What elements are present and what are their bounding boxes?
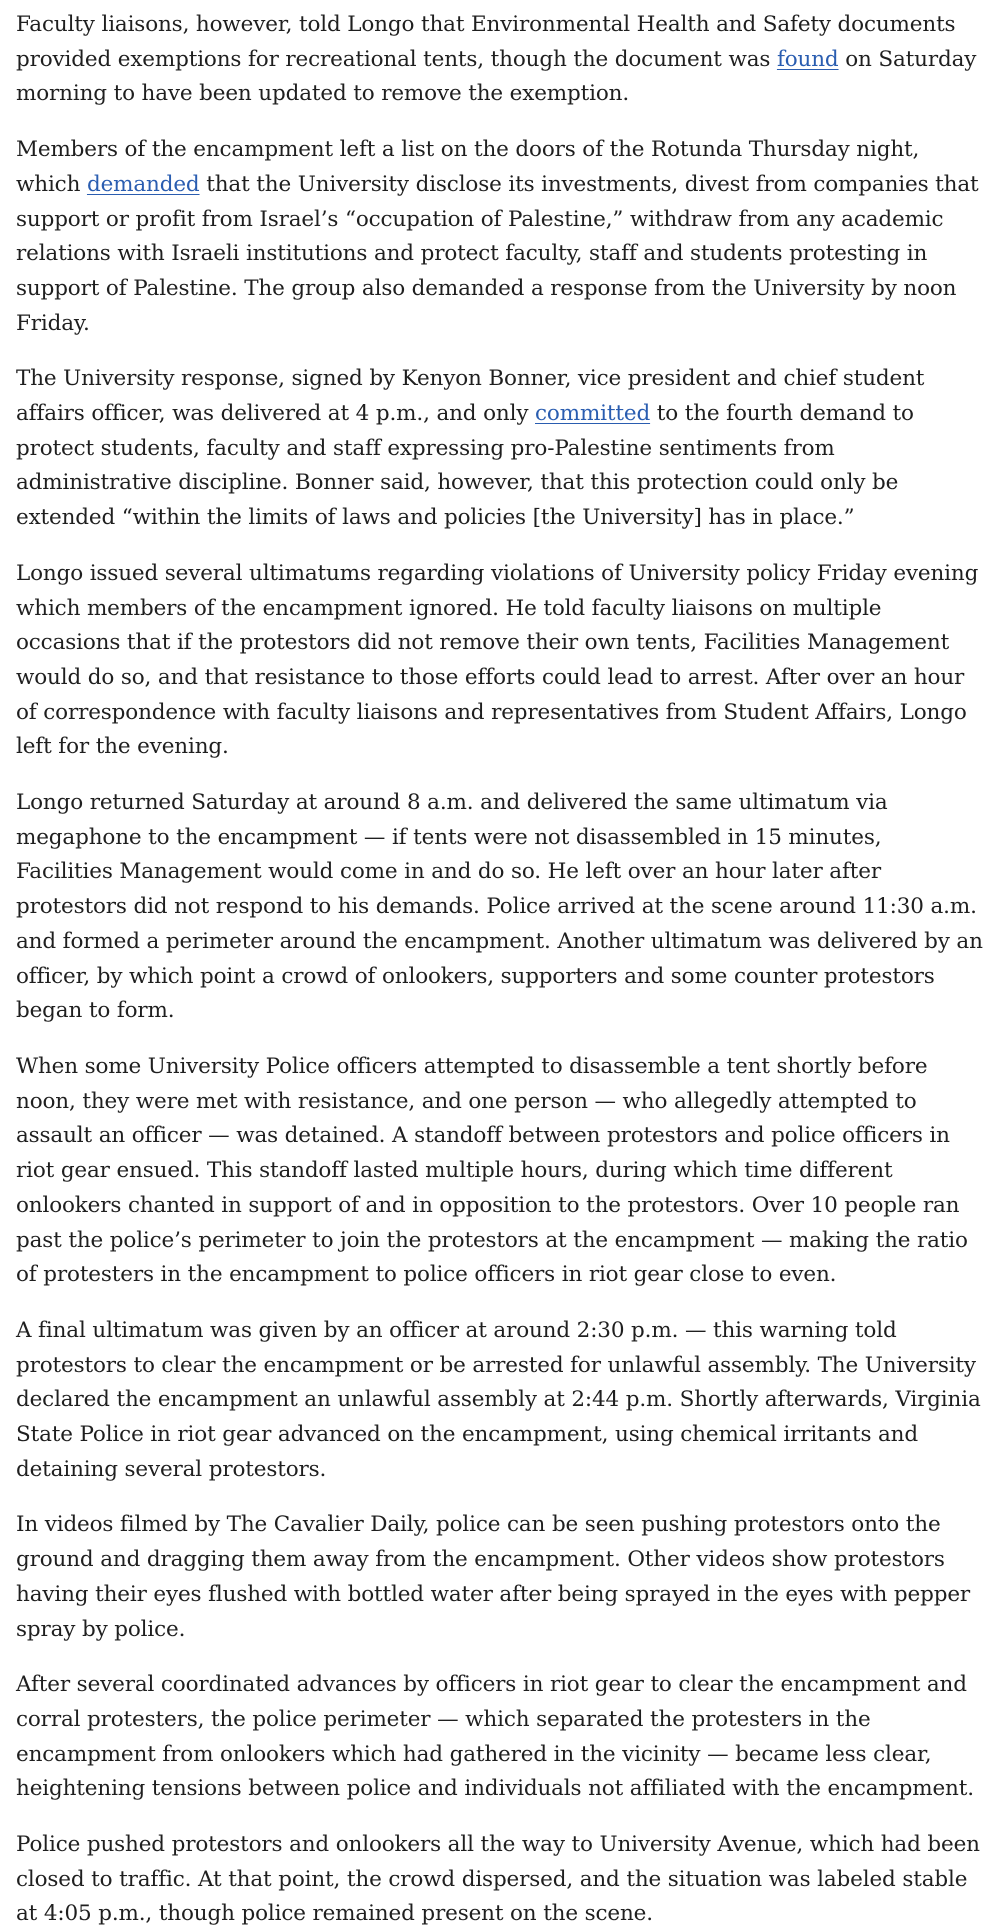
paragraph-text: The University response, signed by Kenyon Bonner, vice president and chief student affairs officer, was delivered at 4 p.m., and only [16,366,925,427]
article-paragraph [16,786,984,1029]
paragraph-text: When some University Police officers attempted to disassemble a tent shortly before noon, they were met with resistance, and one person — who allegedly attempted to assault an officer — was detained. A standoff between protestors and police officers in riot gear ensued. This standoff lasted multiple hours, during which time different onlookers chanted in support of and in opposition to the protestors. Over 10 people ran past the police’s perimeter to join the protestors at the encampment — making the ratio of protesters in the encampment to police officers in riot gear close to even. [16,1053,968,1288]
paragraph-text: A final ultimatum was given by an officer at around 2:30 p.m. — this warning told protestors to clear the encampment or be arrested for unlawful assembly. The University declared the encampment an unlawful assembly at 2:44 p.m. Shortly afterwards, Virginia State Police in riot gear advanced on the encampment, using chemical irritants and detaining several protestors. [16,1317,981,1482]
article-paragraph [16,1668,984,1807]
article-paragraph [16,8,984,112]
inline-link[interactable]: demanded [86,171,200,197]
paragraph-text: Longo returned Saturday at around 8 a.m. and delivered the same ultimatum via megaphone to the encampment — if tents were not disassembled in 15 minutes, Facilities Management would come in and do so. He left over an hour later after protestors did not respond to his demands. Police arrived at the scene around 11:30 a.m. and formed a perimeter around the encampment. Another ultimatum was delivered by an officer, by which point a crowd of onlookers, supporters and some counter protestors began to form. [16,790,983,1024]
inline-link[interactable]: found [776,46,839,72]
paragraph-text: Faculty liaisons, however, told Longo that Environmental Health and Safety documents provided exemptions for recreational tents, though the document was [16,12,956,72]
paragraph-text: on Saturday morning to have been updated to remove the exemption. [16,46,977,107]
paragraph-text: that the University disclose its investments, divest from companies that support or profit from Israel’s “occupation of Palestine,” withdraw from any academic relations with Israeli institutions and protect faculty, staff and students protesting in support of Palestine. The group also demanded a response from the University by noon Friday. [16,171,979,336]
paragraph-text: to the fourth demand to protect students, faculty and staff expressing pro-Palestine sentiments from administrative discipline. Bonner said, however, that this protection could only be extended “within the limits of laws and policies [the University] has in place.” [16,401,914,531]
paragraph-text: Members of the encampment left a list on the doors of the Rotunda Thursday night, which [16,137,920,197]
article-paragraph [16,362,984,536]
article-paragraph [16,1508,984,1647]
paragraph-text: Police pushed protestors and onlookers all the way to University Avenue, which had been closed to traffic. At that point, the crowd dispersed, and the situation was labeled stable at 4:05 p.m., though police remained present on the scene. [16,1832,980,1927]
inline-link[interactable]: committed [535,401,651,427]
paragraph-text: In videos filmed by The Cavalier Daily, police can be seen pushing protestors onto the ground and dragging them away from the encampment. Other videos show protestors having their eyes flushed with bottled water after being sprayed in the eyes with pepper spray by police. [16,1512,971,1642]
article-paragraph [16,1050,984,1293]
paragraph-text: Longo issued several ultimatums regarding violations of University policy Friday evening which members of the encampment ignored. He told faculty liaisons on multiple occasions that if the protestors did not remove their own tents, Facilities Management would do so, and that resistance to those efforts could lead to arrest. After over an hour of correspondence with faculty liaisons and representatives from Student Affairs, Longo left for the evening. [16,560,979,760]
article-paragraph [16,133,984,341]
article-paragraph [16,557,984,765]
paragraph-text: After several coordinated advances by officers in riot gear to clear the encampment and corral protesters, the police perimeter — which separated the protesters in the encampment from onlookers which had gathered in the vicinity — became less clear, heightening tensions between police and individuals not affiliated with the encampment. [16,1672,974,1802]
article-paragraph [16,1314,984,1488]
